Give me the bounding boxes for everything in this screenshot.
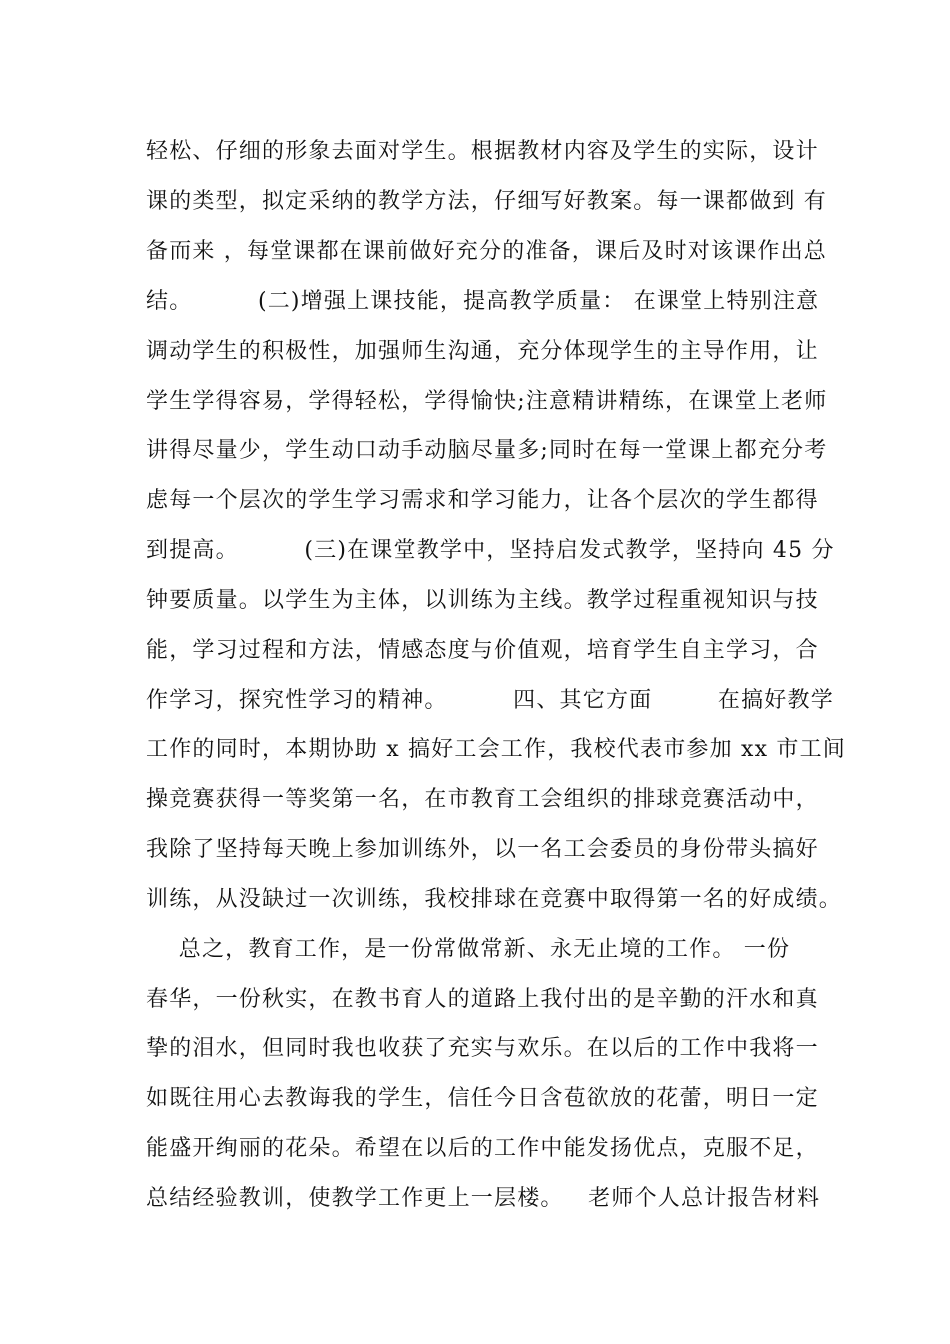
text-line: 作学习，探究性学习的精神。 四、其它方面 在搞好教学 [146,688,834,713]
text-line: 讲得尽量少，学生动口动手动脑尽量多;同时在每一堂课上都充分考 [146,438,828,463]
text-line: 春华，一份秋实，在教书育人的道路上我付出的是辛勤的汗水和真 [146,987,819,1012]
text-line: 挚的泪水，但同时我也收获了充实与欢乐。在以后的工作中我将一 [146,1036,819,1061]
text-line: 到提高。 (三)在课堂教学中，坚持启发式教学，坚持向 45 分 [146,538,835,563]
text-line: 操竞赛获得一等奖第一名，在市教育工会组织的排球竞赛活动中， [146,787,819,812]
text-line: 能盛开绚丽的花朵。希望在以后的工作中能发扬优点，克服不足， [146,1136,819,1161]
text-line: 虑每一个层次的学生学习需求和学习能力，让各个层次的学生都得 [146,488,819,513]
text-line: 调动学生的积极性，加强师生沟通，充分体现学生的主导作用，让 [146,339,819,364]
text-line: 工作的同时，本期协助 x 搞好工会工作，我校代表市参加 xx 市工间 [146,737,846,762]
text-line: 课的类型，拟定采纳的教学方法，仔细写好教案。每一课都做到 有 [146,189,827,214]
text-line: 如既往用心去教诲我的学生，信任今日含苞欲放的花蕾，明日一定 [146,1086,819,1111]
text-line: 学生学得容易，学得轻松，学得愉快;注意精讲精练，在课堂上老师 [146,389,828,414]
text-line: 轻松、仔细的形象去面对学生。根据教材内容及学生的实际，设计 [146,139,819,164]
text-line: 总之，教育工作，是一份常做常新、永无止境的工作。 一份 [146,937,791,962]
text-line: 能，学习过程和方法，情感态度与价值观，培育学生自主学习，合 [146,638,819,663]
text-line: 总结经验教训，使教学工作更上一层楼。 老师个人总计报告材料 [146,1186,821,1211]
text-line: 我除了坚持每天晚上参加训练外，以一名工会委员的身份带头搞好 [146,837,819,862]
text-line: 备而来 ，每堂课都在课前做好充分的准备，课后及时对该课作出总 [146,239,827,264]
text-line: 结。 (二)增强上课技能，提高教学质量： 在课堂上特别注意 [146,289,820,314]
text-line: 钟要质量。以学生为主体，以训练为主线。教学过程重视知识与技 [146,588,819,613]
text-line: 训练，从没缺过一次训练，我校排球在竞赛中取得第一名的好成绩。 [146,887,843,912]
